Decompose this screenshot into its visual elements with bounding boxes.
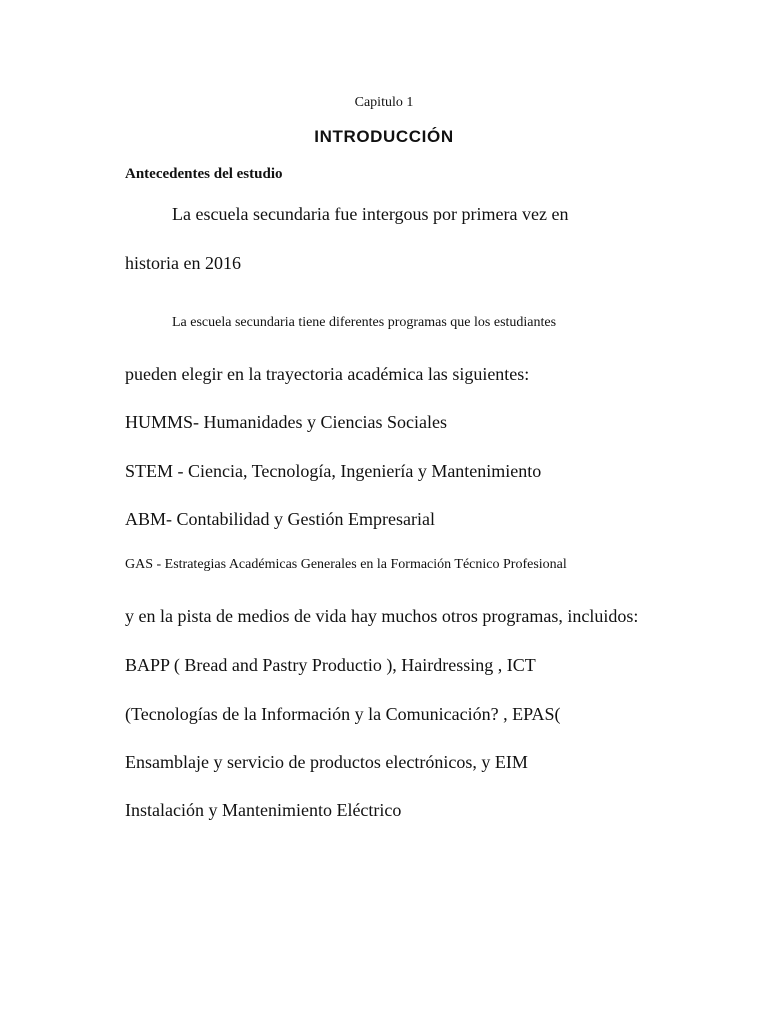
chapter-label: Capitulo 1 [354,95,414,110]
body-line-3: La escuela secundaria tiene diferentes programas que los estudiantes [172,315,557,330]
program-stem: STEM - Ciencia, Tecnología, Ingeniería y Mantenimiento [125,461,542,481]
body-line-2: historia en 2016 [125,253,241,273]
program-abm: ABM- Contabilidad y Gestión Empresarial [125,509,435,529]
body-line-10: BAPP ( Bread and Pastry Productio ), Hairdressing , ICT [125,655,536,675]
body-line-1: La escuela secundaria fue intergous por primera vez en [172,204,569,224]
body-line-12: Ensamblaje y servicio de productos electrónicos, y EIM [125,752,528,772]
body-line-13: Instalación y Mantenimiento Eléctrico [125,800,402,820]
program-humms: HUMMS- Humanidades y Ciencias Sociales [125,412,447,432]
page-title: INTRODUCCIÓN [314,127,454,146]
section-heading: Antecedentes del estudio [125,166,283,182]
program-gas: GAS - Estrategias Académicas Generales en la Formación Técnico Profesional [125,557,567,572]
body-line-4: pueden elegir en la trayectoria académica las siguientes: [125,364,530,384]
body-line-9: y en la pista de medios de vida hay muchos otros programas, incluidos: [125,606,639,626]
body-line-11: (Tecnologías de la Información y la Comunicación? , EPAS( [125,704,561,724]
